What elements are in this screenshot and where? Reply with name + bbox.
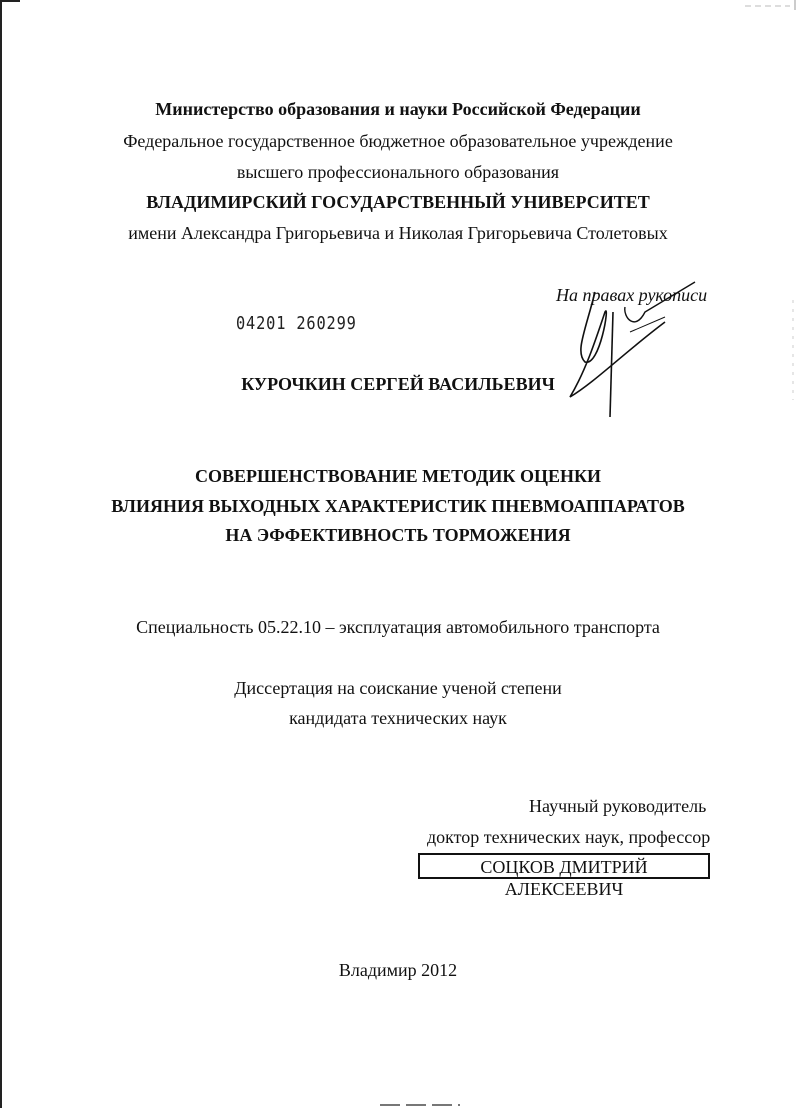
supervisor-name: СОЦКОВ ДМИТРИЙ АЛЕКСЕЕВИЧ — [418, 853, 710, 879]
supervisor-label: Научный руководитель — [529, 796, 707, 816]
thesis-title-line2: ВЛИЯНИЯ ВЫХОДНЫХ ХАРАКТЕРИСТИК ПНЕВМОАППАРАТОВ — [111, 496, 685, 516]
ministry-line: Министерство образования и науки Российской Федерации — [155, 99, 641, 119]
thesis-title-line1: СОВЕРШЕНСТВОВАНИЕ МЕТОДИК ОЦЕНКИ — [194, 466, 602, 486]
registration-stamp-number: 04201 260299 — [236, 313, 357, 334]
university-name: ВЛАДИМИРСКИЙ ГОСУДАРСТВЕННЫЙ УНИВЕРСИТЕТ — [146, 192, 650, 212]
author-name: КУРОЧКИН СЕРГЕЙ ВАСИЛЬЕВИЧ — [241, 374, 555, 394]
specialty-line: Специальность 05.22.10 – эксплуатация автомобильного транспорта — [136, 617, 660, 637]
named-after-line: имени Александра Григорьевича и Николая Григорьевича Столетовых — [128, 223, 668, 243]
institution-type-line: Федеральное государственное бюджетное образовательное учреждение — [123, 131, 673, 151]
education-level-line: высшего профессионального образования — [236, 162, 560, 182]
dissertation-line1: Диссертация на соискание ученой степени — [234, 678, 562, 698]
supervisor-degree: доктор технических наук, профессор — [427, 827, 711, 847]
signature-scribble — [555, 272, 715, 422]
thesis-title-line3: НА ЭФФЕКТИВНОСТЬ ТОРМОЖЕНИЯ — [225, 525, 571, 545]
dissertation-line2: кандидата технических наук — [289, 708, 507, 728]
city-year: Владимир 2012 — [338, 960, 458, 980]
rights-note: На правах рукописи — [556, 285, 708, 305]
